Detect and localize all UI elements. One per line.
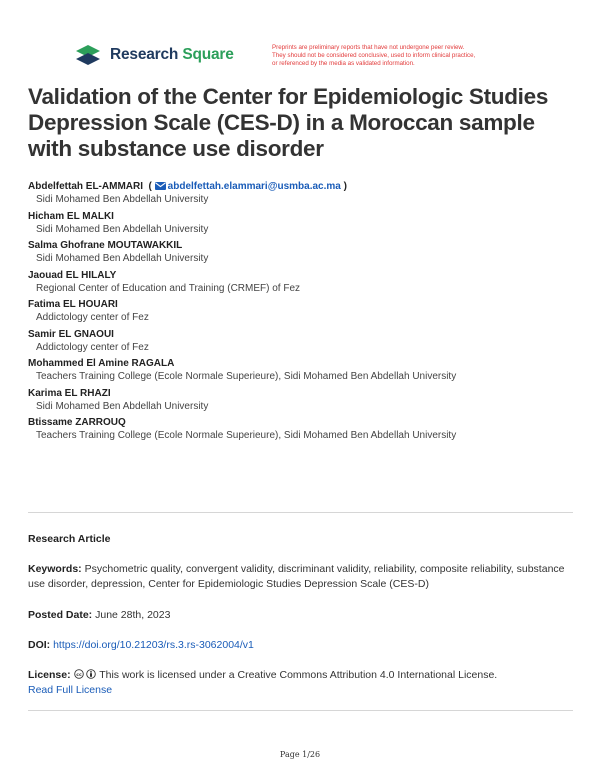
posted-date-label: Posted Date: — [28, 609, 93, 621]
author-entry — [28, 416, 578, 443]
creative-commons-icon — [74, 669, 84, 679]
author-entry — [28, 269, 578, 296]
author-name: Hicham EL MALKI — [28, 210, 114, 222]
author-affiliation: Sidi Mohamed Ben Abdellah University — [36, 223, 209, 235]
author-affiliation: Sidi Mohamed Ben Abdellah University — [36, 194, 209, 205]
doi-link[interactable]: https://doi.org/10.21203/rs.3.rs-3062004/v1 — [53, 639, 254, 651]
author-affiliation: Sidi Mohamed Ben Abdellah University — [36, 253, 209, 264]
author-affiliation: Regional Center of Education and Training (CRMEF) of Fez — [36, 282, 301, 294]
article-type: Research Article — [28, 533, 111, 545]
doi-label: DOI: — [28, 639, 51, 651]
keywords — [28, 562, 573, 592]
page-number: Page 1/26 — [279, 750, 321, 759]
license-text: This work is licensed under a Creative Commons Attribution 4.0 International License. — [99, 669, 498, 681]
author-affiliation: Teachers Training College (Ecole Normale Superieure), Sidi Mohamed Ben Abdellah University — [36, 430, 457, 441]
author-affiliation: Addictology center of Fez — [36, 312, 149, 323]
author-entry — [28, 328, 578, 355]
author-name: Jaouad EL HILALY — [28, 269, 117, 281]
keywords-text: Psychometric quality, convergent validity, discriminant validity, reliability, composite reliability, substance use disorder, depression, Center for Epidemiologic Studies Depression Scale (CES-D) — [28, 563, 565, 590]
license — [28, 668, 573, 698]
author-email-link[interactable]: abdelfettah.elammari@usmba.ac.ma — [167, 181, 341, 192]
author-affiliation: Teachers Training College (Ecole Normale Superieure), Sidi Mohamed Ben Abdellah University — [36, 371, 457, 382]
svg-text:cc: cc — [75, 672, 82, 678]
author-entry — [28, 387, 578, 414]
author-name: Fatima EL HOUARI — [28, 299, 118, 310]
author-name: Karima EL RHAZI — [28, 387, 111, 399]
keywords-label: Keywords: — [28, 563, 82, 575]
research-square-logo[interactable] — [74, 44, 234, 66]
read-full-license-link[interactable]: Read Full License — [28, 684, 113, 696]
author-list — [28, 180, 578, 446]
author-entry: Abdelfettah EL-AMMARI ( abdelfettah.elammari@usmba.ac.ma ) Sidi Mohamed Ben Abdellah University — [28, 180, 578, 207]
posted-date-value: June 28th, 2023 — [95, 609, 171, 621]
divider — [28, 512, 573, 513]
author-entry — [28, 210, 578, 237]
author-affiliation: Addictology center of Fez — [36, 341, 149, 353]
author-name: Abdelfettah EL-AMMARI — [28, 181, 143, 192]
author-affiliation: Sidi Mohamed Ben Abdellah University — [36, 400, 209, 412]
brand-name: Research Square — [110, 46, 234, 63]
attribution-icon — [86, 669, 96, 679]
divider — [28, 710, 573, 711]
research-square-logo-icon — [74, 44, 104, 66]
envelope-icon — [155, 182, 166, 190]
posted-date — [28, 608, 573, 623]
author-entry — [28, 239, 578, 266]
preprint-notice: Preprints are preliminary reports that have not undergone peer review. They should not be considered conclusive, used to inform clinical practice, or referenced by the media as validated information. — [272, 44, 476, 68]
license-label: License: — [28, 669, 71, 681]
author-name: Mohammed El Amine RAGALA — [28, 358, 175, 369]
author-name: Btissame ZARROUQ — [28, 417, 126, 428]
author-entry — [28, 298, 578, 325]
author-name: Samir EL GNAOUI — [28, 328, 114, 340]
doi — [28, 638, 573, 653]
author-entry — [28, 357, 578, 384]
paper-title: Validation of the Center for Epidemiologic Studies Depression Scale (CES-D) in a Moroccan sample with substance use disorder — [28, 84, 549, 161]
author-name: Salma Ghofrane MOUTAWAKKIL — [28, 240, 183, 251]
